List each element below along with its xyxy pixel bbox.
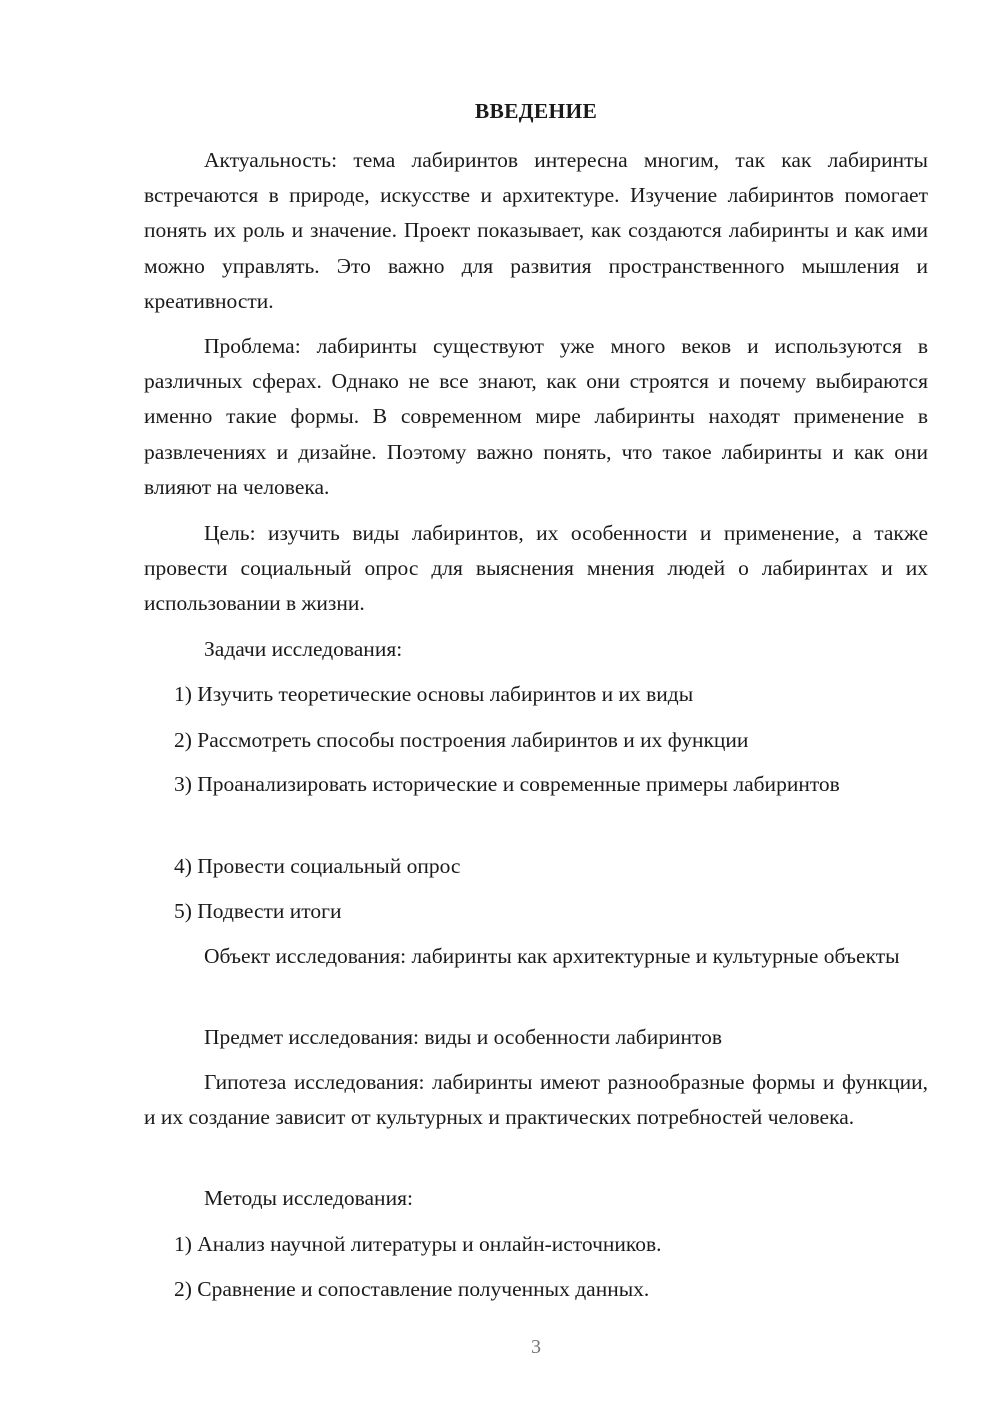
task-item: 5) Подвести итоги — [174, 899, 342, 923]
methods-title: Методы исследования: — [204, 1186, 413, 1210]
hypothesis-paragraph: Гипотеза исследования: лабиринты имеют разнообразные формы и функции, и их создание зависит от культурных и практических потребностей человека. — [144, 1070, 928, 1130]
task-item: 2) Рассмотреть способы построения лабиринтов и их функции — [174, 728, 749, 752]
actuality-paragraph: Актуальность: тема лабиринтов интересна многим, так как лабиринты встречаются в природе, искусстве и архитектуре. Изучение лабиринтов помогает понять их роль и значение. Проект показывает, как создаются лабиринты и как ими можно управлять. Это важно для развития пространственного мышления и креативности. — [144, 148, 928, 313]
method-item: 1) Анализ научной литературы и онлайн-источников. — [174, 1232, 662, 1256]
object-paragraph: Объект исследования: лабиринты как архитектурные и культурные объекты — [204, 944, 900, 968]
page-number: 3 — [531, 1336, 541, 1358]
task-item: 3) Проанализировать исторические и современные примеры лабиринтов — [174, 772, 840, 796]
tasks-title: Задачи исследования: — [204, 637, 403, 661]
goal-paragraph: Цель: изучить виды лабиринтов, их особенности и применение, а также провести социальный опрос для выяснения мнения людей о лабиринтах и их использовании в жизни. — [144, 521, 928, 616]
problem-paragraph: Проблема: лабиринты существуют уже много веков и используются в различных сферах. Однако не все знают, как они строятся и почему выбираются именно такие формы. В современном мире лабиринты находят применение в развлечениях и дизайне. Поэтому важно понять, что такое лабиринты и как они влияют на человека. — [144, 334, 928, 499]
method-item: 2) Сравнение и сопоставление полученных данных. — [174, 1277, 650, 1301]
subject-paragraph: Предмет исследования: виды и особенности лабиринтов — [204, 1025, 723, 1049]
task-item: 4) Провести социальный опрос — [174, 854, 461, 878]
task-item: 1) Изучить теоретические основы лабиринтов и их виды — [174, 682, 694, 706]
section-heading: ВВЕДЕНИЕ — [474, 99, 598, 123]
